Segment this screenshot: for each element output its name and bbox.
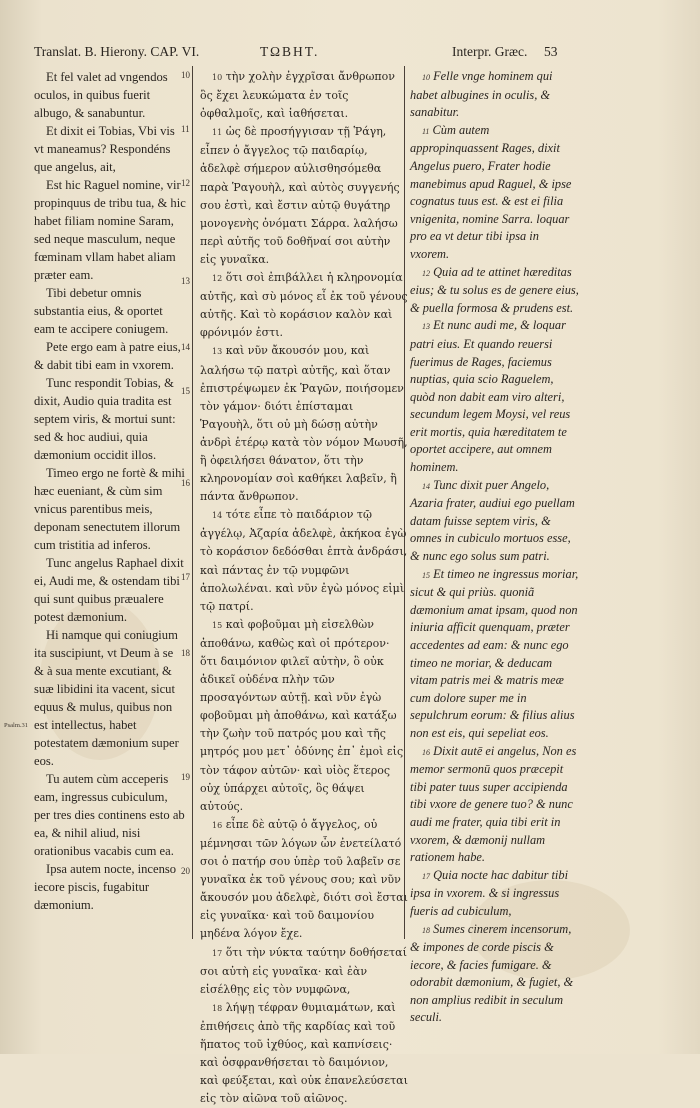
verse-text: 13 Et nunc audi me, & loquar patri eius. Et quando reuersi fuerimus de Rages, faciemus nuptias, quia scio Raguelem, quòd non dabit eam viro alteri, secundum legem Moysi, vel reus erit mortis, quia hæreditatem te oportet accipere, aut omnem hominem.	[410, 318, 571, 475]
verse-number: 15	[181, 386, 190, 396]
verse-text: 16 Dixit autē ei angelus, Non es memor sermonū quos præcepit tibi pater tuus super accipienda tibi vxore de genere tuo? & nunc audi me frater, quia tibi erit in vxorem, & dæmonij nullam rationem habe.	[410, 743, 577, 865]
verse-number: 19	[181, 772, 190, 782]
verse-number: 13	[422, 322, 430, 332]
verse-text: Tunc angelus Raphael dixit ei, Audi me, & ostendam tibi qui sunt quibus præualere potest dæmonium.	[34, 556, 184, 624]
header-center: ΤΩΒΗΤ.	[260, 44, 320, 59]
verse-number: 15	[212, 620, 223, 630]
verse-number: 10	[212, 73, 223, 82]
verse-text: 11 ὡς δὲ προσήγγισαν τῇ Ῥάγη, εἶπεν ὁ ἄγγελος τῷ παιδαρίῳ, ἀδελφὲ σήμερον αὐλισθησόμεθα παρὰ Ῥαγουὴλ, καὶ αὐτὸς συγγενής σου ἐστὶ, καὶ ἔστιν αὐτῷ θυγάτηρ μονογενὴς ὀνόματι Σάρρα. λαλήσω περὶ αὐτῆς τοῦ δοθῆναί σοι αὐτὴν εἰς γυναῖκα.	[200, 125, 400, 266]
verse-text: Hi namque qui coniugium ita suscipiunt, vt Deum à se & à sua mente excutiant, & suæ libidini ita vacent, sicut equus & mulus, quibus non est intellectus, habet potestatem dæmonium super eos.	[34, 628, 179, 768]
verse-text: 11 Cùm autem appropinquassent Rages, dixit Angelus puero, Frater hodie manebimus apud Raguel, & ipse cognatus tuus est. & est ei filia vnigenita, nomine Sarra. loquar pro ea vt detur tibi ipsa in vxorem.	[410, 122, 572, 261]
verse-number: 17	[212, 948, 223, 958]
verse-text: Tibi debetur omnis substantia eius, & oportet eam te accipere coniugem.	[34, 286, 169, 336]
verse-text: 10 τὴν χολὴν ἐγχρῖσαι ἄνθρωπον ὃς ἔχει λευκώματα ἐν τοῖς ὀφθαλμοῖς, καὶ ἰαθήσεται.	[200, 70, 395, 121]
verse-text: 16 εἶπε δὲ αὐτῷ ὁ ἄγγελος, οὐ μέμνησαι τῶν λόγων ὧν ἐνετείλατό σοι ὁ πατήρ σου ὑπὲρ τοῦ λαβεῖν σε γυναῖκα ἐκ τοῦ γένους σου; καὶ νῦν ἄκουσόν μου ἀδελφὲ, διότι σοὶ ἔσται εἰς γυναῖκα· καὶ τοῦ δαιμονίου μηδένα λόγον ἔχε.	[200, 817, 408, 941]
page-number: 53	[544, 44, 558, 59]
verse-text: 12 Quia ad te attinet hæreditas eius; & tu solus es de genere eius, & puella formosa & prudens est.	[410, 264, 579, 315]
verse-number: 17	[181, 572, 190, 582]
verse-text: 15 καὶ φοβοῦμαι μὴ εἰσελθὼν ἀποθάνω, καθὼς καὶ οἱ πρότερον· ὅτι δαιμόνιον φιλεῖ αὐτὴν, ὃ οὐκ ἀδικεῖ οὐδένα πλὴν τῶν προσαγόντων αὐτῇ. καὶ νῦν ἐγὼ φοβοῦμαι μὴ ἀποθάνω, καὶ κατάξω τὴν ζωὴν τοῦ πατρός μου καὶ τῆς μητρός μου μετ᾽ ὀδύνης ἐπ᾽ ἐμοὶ εἰς τὸν τάφον αὐτῶν· καὶ υἱὸς ἕτερος οὐχ ὑπάρχει αὐτοῖς, ὃς θάψει αὐτούς.	[200, 617, 404, 813]
verse-text: Tunc respondit Tobias, & dixit, Audio quia tradita est septem viris, & mortui sunt: sed & hoc audiui, quia dæmonium occidit illos.	[34, 376, 176, 462]
verse-number: 16	[422, 747, 430, 757]
latin-column	[34, 68, 186, 914]
verse-number: 18	[181, 648, 190, 658]
verse-text: Et dixit ei Tobias, Vbi vis vt maneamus? Respondéns que angelus, ait,	[34, 124, 175, 174]
verse-text: 10 Felle vnge hominem qui habet albugines in oculis, & sanabitur.	[410, 69, 553, 120]
verse-number: 11	[422, 126, 430, 136]
verse-number: 14	[422, 481, 430, 491]
verse-number: 12	[181, 178, 190, 188]
verse-number: 17	[422, 871, 430, 881]
running-header	[0, 44, 700, 66]
verse-number: 16	[212, 820, 223, 830]
verse-number: 16	[181, 478, 190, 488]
verse-number: 12	[212, 274, 223, 284]
verse-number: 13	[181, 276, 190, 286]
verse-text: Tu autem cùm acceperis eam, ingressus cubiculum, per tres dies continens esto ab ea, & nihil aliud, nisi orationibus vacabis cum ea.	[34, 772, 185, 858]
margin-note: Psalm.31	[4, 722, 29, 729]
verse-number: 18	[212, 1003, 223, 1013]
verse-number: 20	[181, 866, 190, 876]
greek-column	[200, 68, 408, 1108]
verse-text: 14 τότε εἶπε τὸ παιδάριον τῷ ἀγγέλῳ, Ἀζαρία ἀδελφὲ, ἀκήκοα ἐγὼ τὸ κοράσιον δεδόσθαι ἑπτὰ ἀνδράσι, καὶ πάντας ἐν τῷ νυμφῶνι ἀπολωλέναι. καὶ νῦν ἐγὼ μόνος εἰμὶ τῷ πατρί.	[200, 508, 408, 613]
verse-number: 14	[212, 511, 223, 521]
header-right: Interpr. Græc.	[452, 44, 528, 59]
verse-text: 15 Et timeo ne ingressus moriar, sicut & qui priùs. quoniã dæmonium amat ipsam, quod non iniuria afficit quenquam, præter accedentes ad eam: & nunc ego timeo ne moriar, & deducam vitam patris mei & matris meæ cum dolore super me in sepulchrum eorum: & filius alius non est eis, qui sepeliat eos.	[410, 566, 579, 740]
header-left: Translat. B. Hierony. CAP. VI.	[34, 44, 200, 59]
verse-text: 14 Tunc dixit puer Angelo, Azaria frater, audiui ego puellam datam fuisse septem viris, & omnes in cubiculo mortuos esse, & nunc ego solus sum patri.	[410, 477, 575, 564]
verse-number: 11	[181, 124, 190, 134]
verse-number: 18	[422, 925, 430, 935]
verse-number: 10	[422, 73, 430, 82]
verse-text: Est hic Raguel nomine, vir propinquus de tribu tua, & hic habet filiam nomine Saram, sed neque masculum, neque fœminam vllam habet aliam præter eam.	[34, 178, 186, 282]
verse-text: Et fel valet ad vngendos oculos, in quibus fuerit albugo, & sanabuntur.	[34, 70, 168, 120]
verse-text: 17 ὅτι τὴν νύκτα ταύτην δοθήσεταί σοι αὐτὴ εἰς γυναῖκα· καὶ ἐὰν εἰσέλθῃς εἰς τὸν νυμφῶνα,	[200, 945, 407, 996]
verse-text: Timeo ergo ne fortè & mihi hæc eueniant, & cùm sim vnicus parentibus meis, deponam senectutem illorum cum tristitia ad inferos.	[34, 466, 185, 552]
verse-number: 11	[212, 128, 223, 138]
verse-number: 15	[422, 570, 430, 580]
verse-text: Pete ergo eam à patre eius, & dabit tibi eam in vxorem.	[34, 340, 181, 372]
verse-text: 13 καὶ νῦν ἄκουσόν μου, καὶ λαλήσω τῷ πατρὶ αὐτῆς, καὶ ὅταν ἐπιστρέψωμεν ἐκ Ῥαγῶν, ποιήσομεν τὸν γάμον· διότι ἐπίσταμαι Ῥαγουὴλ, ὅτι οὐ μὴ δώσῃ αὐτὴν ἀνδρὶ ἑτέρῳ κατὰ τὸν νόμον Μωυσῆ, ἢ ὀφειλήσει θάνατον, ὅτι τὴν κληρονομίαν σοὶ καθήκει λαβεῖν, ἢ πάντα ἄνθρωπον.	[200, 344, 408, 504]
verse-text: 18 λήψῃ τέφραν θυμιαμάτων, καὶ ἐπιθήσεις ἀπὸ τῆς καρδίας καὶ τοῦ ἥπατος τοῦ ἰχθύος, καὶ καπνίσεις· καὶ ὀσφρανθήσεται τὸ δαιμόνιον, καὶ φεύξεται, καὶ οὐκ ἐπανελεύσεται εἰς τὸν αἰῶνα τοῦ αἰῶνος.	[200, 1000, 408, 1106]
verse-number: 12	[422, 268, 430, 278]
column-rule	[192, 66, 193, 939]
verse-text: Ipsa autem nocte, incenso iecore piscis, fugabitur dæmonium.	[34, 862, 177, 912]
verse-text: 18 Sumes cinerem incensorum, & impones de corde piscis & iecore, & facies fumigare. & odorabit dæmonium, & fugiet, & non amplius redibit in seculum seculi.	[410, 921, 574, 1025]
verse-text: 12 ὅτι σοὶ ἐπιβάλλει ἡ κληρονομία αὐτῆς, καὶ σὺ μόνος εἶ ἐκ τοῦ γένους αὐτῆς. Καὶ τὸ κοράσιον καλὸν καὶ φρόνιμόν ἐστι.	[200, 271, 408, 340]
verse-number: 13	[212, 347, 223, 357]
verse-number: 10	[181, 70, 190, 80]
verse-text: 17 Quia nocte hac dabitur tibi ipsa in vxorem. & si ingressus fueris ad cubiculum,	[410, 867, 569, 918]
latin-translation-column	[410, 68, 580, 1027]
verse-number: 14	[181, 342, 190, 352]
